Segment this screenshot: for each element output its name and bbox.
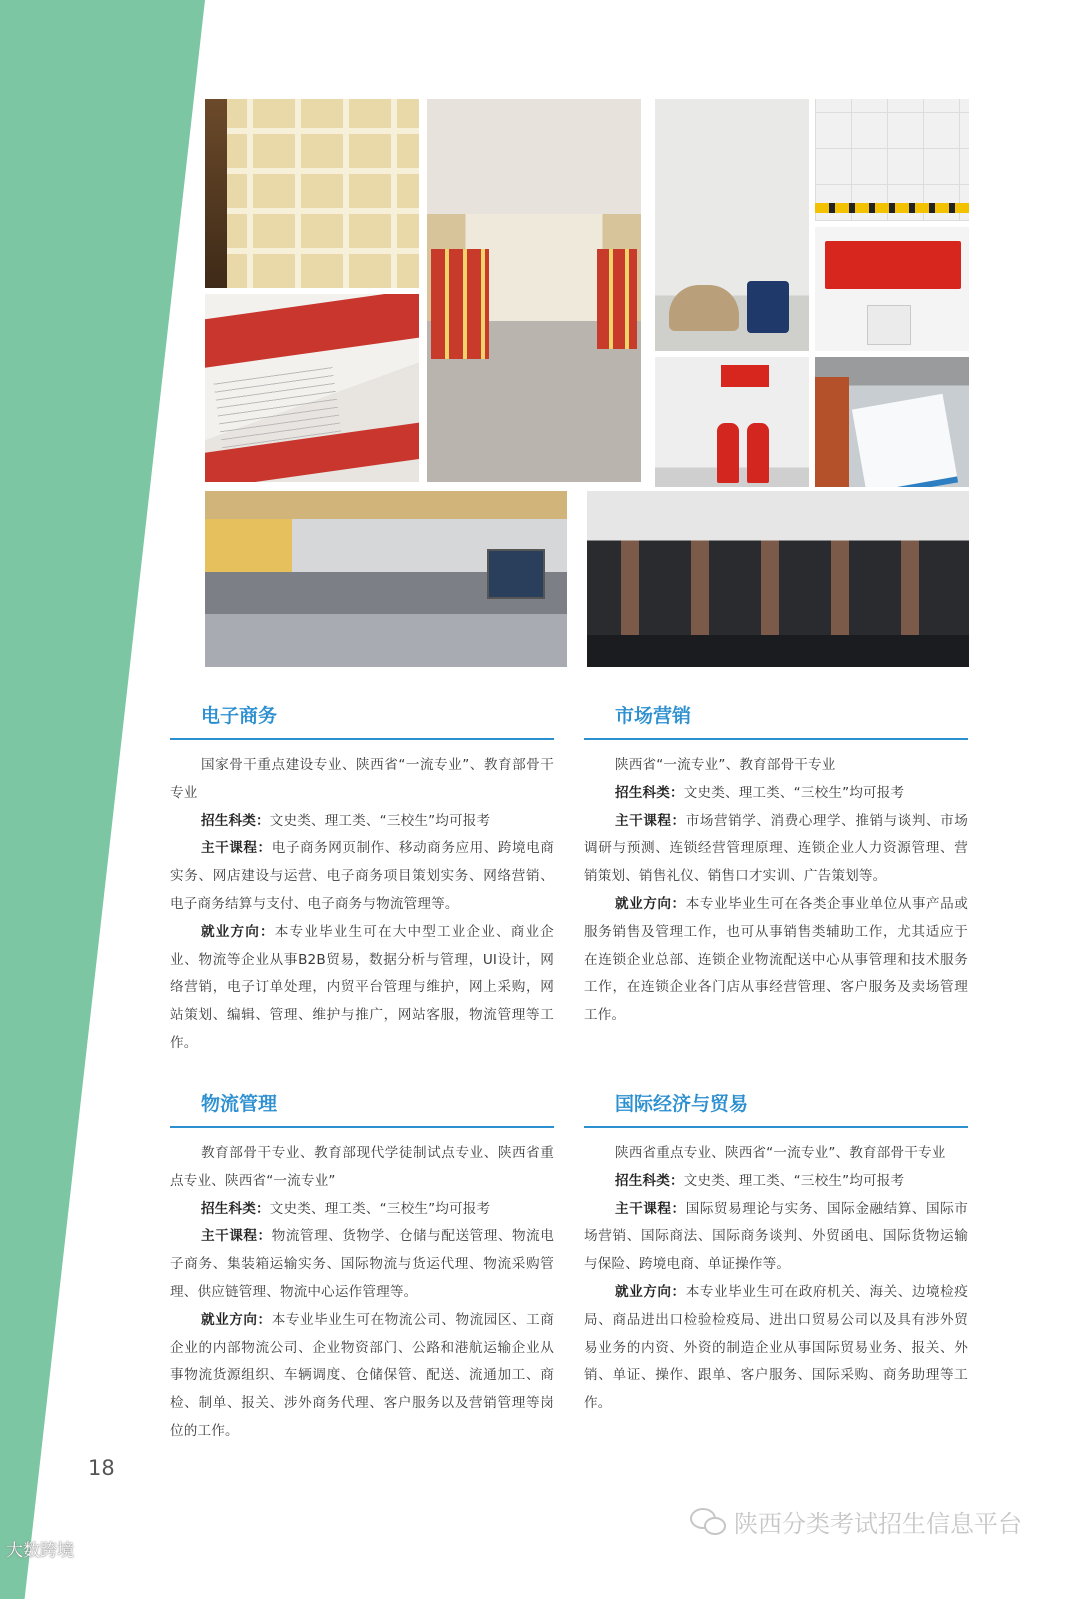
career-label: 就业方向： xyxy=(201,923,275,940)
subjects-value: 文史类、理工类、“三校生”均可报考 xyxy=(269,1200,491,1217)
photo-cleaning-station xyxy=(652,96,812,354)
watermark-left: 大数跨境 xyxy=(6,1541,74,1561)
subjects-value: 文史类、理工类、“三校生”均可报考 xyxy=(269,812,491,829)
career-label: 就业方向： xyxy=(615,1283,686,1300)
photo-training-room xyxy=(202,488,570,670)
section-e-commerce xyxy=(170,704,554,1058)
section-title: 电子商务 xyxy=(201,705,278,727)
section-intro: 国家骨干重点建设专业、陕西省“一流专业”、教育部骨干专业 xyxy=(170,757,554,801)
career-row xyxy=(170,1307,554,1446)
subjects-row xyxy=(170,808,554,836)
subjects-label: 招生科类： xyxy=(201,1200,270,1217)
career-row xyxy=(584,1279,968,1418)
photo-wall-panel xyxy=(202,291,422,485)
section-divider xyxy=(170,738,554,740)
courses-value: 国际贸易理论与实务、国际金融结算、国际市场营销、国际商法、国际商务谈判、外贸函电、国际货物运输与保险、跨境电商、单证操作等。 xyxy=(584,1200,969,1273)
career-row xyxy=(584,891,968,1030)
courses-label: 主干课程： xyxy=(615,1200,686,1217)
section-title: 国际经济与贸易 xyxy=(615,1093,749,1115)
section-divider xyxy=(170,1126,554,1128)
page-number: 18 xyxy=(88,1456,115,1480)
section-intro: 陕西省“一流专业”、教育部骨干专业 xyxy=(615,757,836,773)
photo-light-switch-sign xyxy=(812,224,972,354)
section-intro: 陕西省重点专业、陕西省“一流专业”、教育部骨干专业 xyxy=(615,1145,946,1161)
courses-value: 物流管理、货物学、仓储与配送管理、物流电子商务、集装箱运输实务、国际物流与货运代理、物流采购管理、供应链管理、物流中心运作管理等。 xyxy=(170,1228,555,1300)
section-international-trade xyxy=(584,1092,968,1418)
section-title: 物流管理 xyxy=(201,1093,278,1115)
career-value: 本专业毕业生可在各类企事业单位从事产品或服务销售及管理工作，也可从事销售类辅助工作，尤其适应于在连锁企业总部、连锁企业物流配送中心从事管理和技术服务工作，在连锁企业各门店从事经营管理、客户服务及卖场管理工作。 xyxy=(584,895,969,1024)
career-value: 本专业毕业生可在大中型工业企业、商业企业、物流等企业从事B2B贸易，数据分析与管理，UI设计，网络营销，电子订单处理，内贸平台管理与维护，网上采购，网站策划、编辑、管理、维护与推广，网站客服，物流管理等工作。 xyxy=(170,923,554,1051)
photo-fire-extinguishers xyxy=(652,354,812,490)
courses-row xyxy=(170,835,554,918)
courses-label: 主干课程： xyxy=(615,812,686,829)
courses-row xyxy=(584,1196,968,1279)
subjects-row xyxy=(584,1168,968,1196)
career-label: 就业方向： xyxy=(201,1311,272,1328)
section-title: 市场营销 xyxy=(615,705,692,727)
photo-corridor xyxy=(424,96,644,485)
courses-label: 主干课程： xyxy=(201,1228,272,1245)
subjects-value: 文史类、理工类、“三校生”均可报考 xyxy=(683,784,905,801)
subjects-label: 招生科类： xyxy=(615,1172,684,1189)
career-value: 本专业毕业生可在政府机关、海关、边境检疫局、商品进出口检验检疫局、进出口贸易公司以及具有涉外贸易业务的内资、外资的制造企业从事国际贸易业务、报关、外销、单证、操作、跟单、客户服务、国际采购、商务助理等工作。 xyxy=(584,1283,969,1412)
courses-value: 电子商务网页制作、移动商务应用、跨境电商实务、网店建设与运营、电子商务项目策划实务、网络营销、电子商务结算与支付、电子商务与物流管理等。 xyxy=(170,840,555,912)
subjects-label: 招生科类： xyxy=(615,784,684,801)
photo-floor-equipment xyxy=(812,96,972,224)
subjects-row xyxy=(584,780,968,808)
watermark-right-text: 陕西分类考试招生信息平台 xyxy=(734,1510,1022,1538)
section-logistics xyxy=(170,1092,554,1446)
section-divider xyxy=(584,738,968,740)
courses-label: 主干课程： xyxy=(201,840,272,857)
wechat-icon xyxy=(690,1508,728,1536)
photo-desk-document xyxy=(812,354,972,490)
section-divider xyxy=(584,1126,968,1128)
courses-value: 市场营销学、消费心理学、推销与谈判、市场调研与预测、连锁经营管理原理、连锁企业人力资源管理、营销策划、销售礼仪、销售口才实训、广告策划等。 xyxy=(584,812,969,885)
subjects-row xyxy=(170,1196,554,1224)
subjects-label: 招生科类： xyxy=(201,812,270,829)
watermark-right xyxy=(690,1504,1022,1539)
section-marketing xyxy=(584,704,968,1030)
section-intro: 教育部骨干专业、教育部现代学徒制试点专业、陕西省重点专业、陕西省“一流专业” xyxy=(170,1145,554,1189)
career-label: 就业方向： xyxy=(615,895,686,912)
courses-row xyxy=(584,808,968,891)
photo-computer-lab-students xyxy=(584,488,972,670)
career-row xyxy=(170,919,554,1058)
career-value: 本专业毕业生可在物流公司、物流园区、工商企业的内部物流公司、企业物资部门、公路和港航运输企业从事物流货源组织、车辆调度、仓储保管、配送、流通加工、商检、制单、报关、涉外商务代理、客户服务以及营销管理等岗位的工作。 xyxy=(170,1311,555,1439)
courses-row xyxy=(170,1223,554,1306)
subjects-value: 文史类、理工类、“三校生”均可报考 xyxy=(683,1172,905,1189)
photo-display-shelves xyxy=(202,96,422,291)
